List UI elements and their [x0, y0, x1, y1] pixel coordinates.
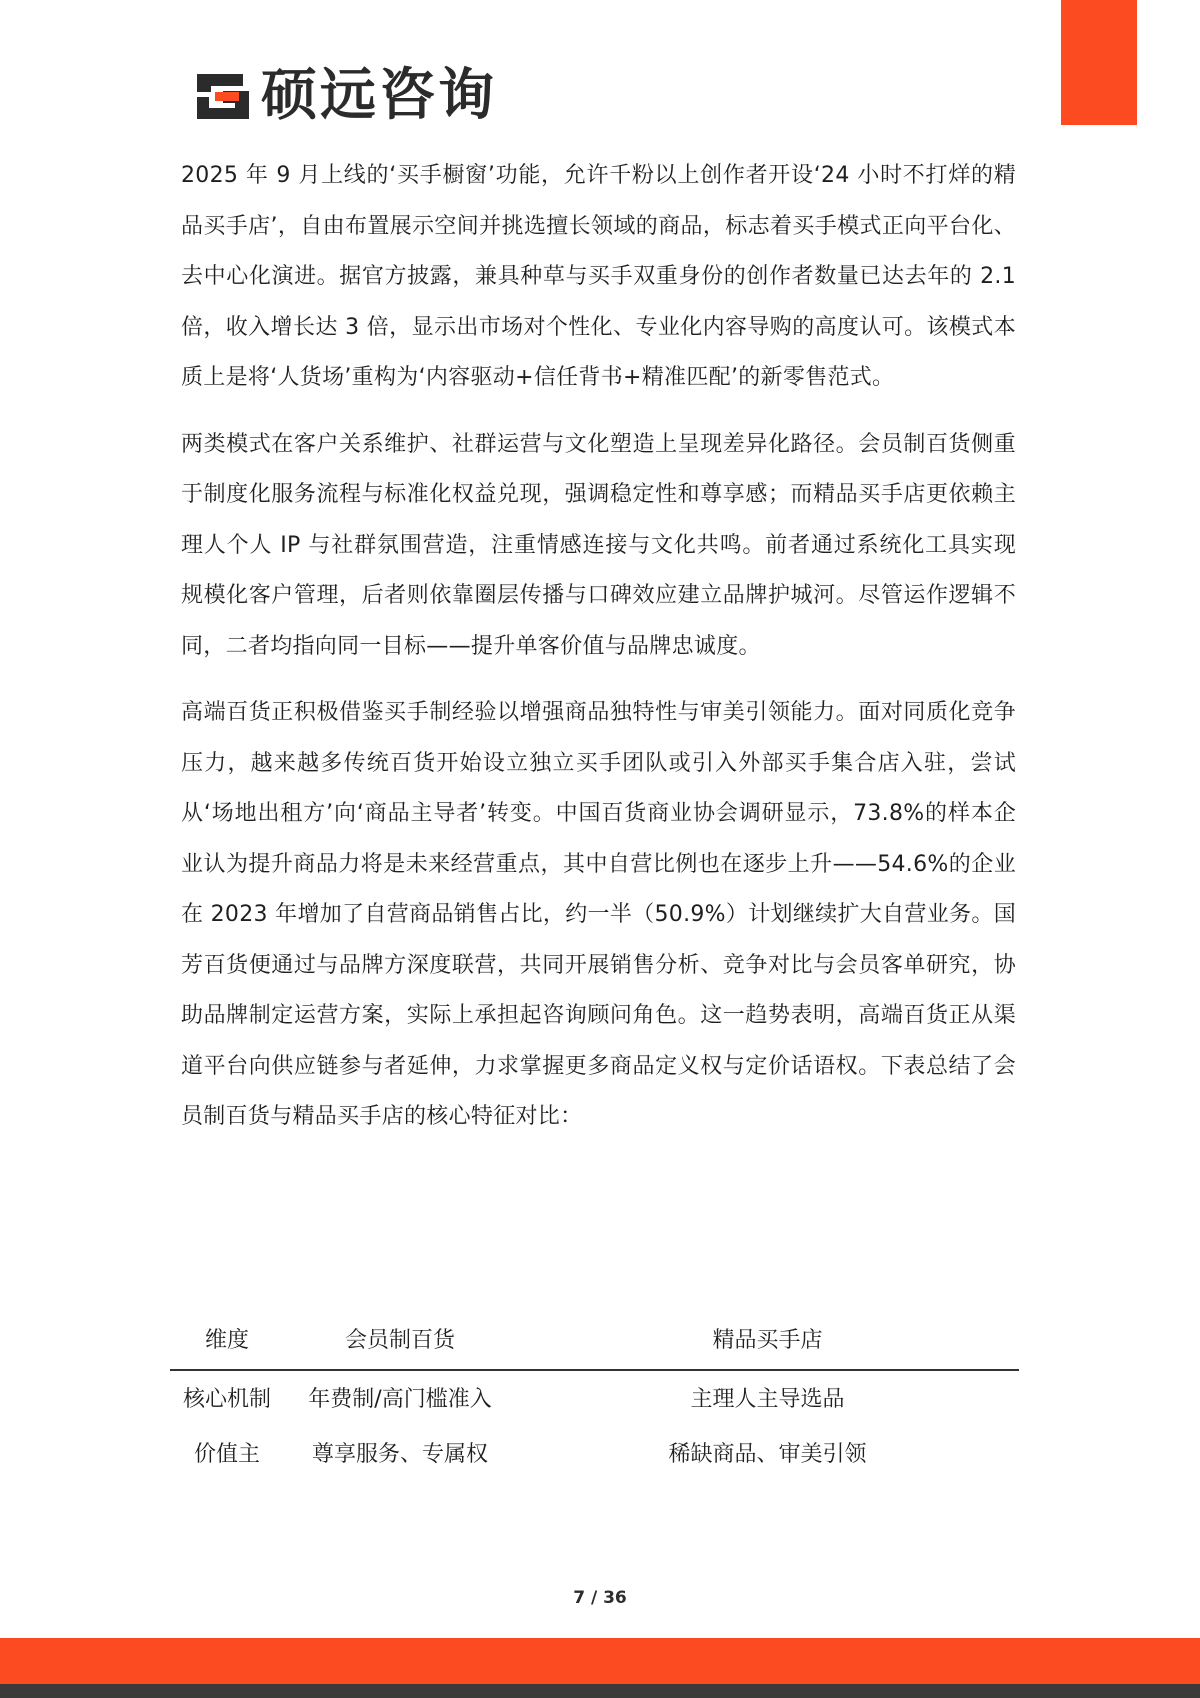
table-cell: 年费制/高门槛准入	[308, 1387, 492, 1412]
footer-dark-strip	[0, 1684, 1200, 1698]
table-header-cell: 精品买手店	[516, 1307, 1019, 1370]
comparison-table	[170, 1307, 1019, 1481]
paragraph: 高端百货正积极借鉴买手制经验以增强商品独特性与审美引领能力。面对同质化竞争压力，越来越多传统百货开始设立独立买手团队或引入外部买手集合店入驻，尝试从‘场地出租方’向‘商品主导者’转变。中国百货商业协会调研显示，73.8%的样本企业认为提升商品力将是未来经营重点，其中自营比例也在逐步上升——54.6%的企业在 2023 年增加了自营商品销售占比，约一半（50.9%）计划继续扩大自营业务。国芳百货便通过与品牌方深度联营，共同开展销售分析、竞争对比与会员客单研究，协助品牌制定运营方案，实际上承担起咨询顾问角色。这一趋势表明，高端百货正从渠道平台向供应链参与者延伸，力求掌握更多商品定义权与定价话语权。下表总结了会员制百货与精品买手店的核心特征对比：	[181, 700, 1016, 1129]
table-cell: 稀缺商品、审美引领	[668, 1442, 867, 1467]
square-s-logo-icon	[193, 70, 253, 123]
paragraph: 2025 年 9 月上线的‘买手橱窗’功能，允许千粉以上创作者开设‘24 小时不打烊的精品买手店’，自由布置展示空间并挑选擅长领域的商品，标志着买手模式正向平台化、去中心化演进。据官方披露，兼具种草与买手双重身份的创作者数量已达去年的 2.1 倍，收入增长达 3 倍，显示出市场对个性化、专业化内容导购的高度认可。该模式本质上是将‘人货场’重构为‘内容驱动+信任背书+精准匹配’的新零售范式。	[181, 163, 1016, 390]
table-header-cell: 会员制百货	[284, 1307, 516, 1370]
paragraph: 两类模式在客户关系维护、社群运营与文化塑造上呈现差异化路径。会员制百货侧重于制度化服务流程与标准化权益兑现，强调稳定性和尊享感；而精品买手店更依赖主理人个人 IP 与社群氛围营造，注重情感连接与文化共鸣。前者通过系统化工具实现规模化客户管理，后者则依靠圈层传播与口碑效应建立品牌护城河。尽管运作逻辑不同，二者均指向同一目标——提升单客价值与品牌忠诚度。	[181, 431, 1016, 659]
table-cell: 主理人主导选品	[690, 1387, 845, 1412]
brand-name: 硕远咨询	[261, 63, 497, 128]
table-cell: 尊享服务、专属权	[311, 1442, 488, 1467]
document-body	[181, 151, 1016, 1159]
table-row	[170, 1370, 1019, 1426]
brand-logo	[193, 63, 497, 128]
page-number: 7 / 36	[573, 1588, 627, 1608]
footer-accent-bar	[0, 1638, 1200, 1684]
table-header-cell: 维度	[170, 1307, 284, 1370]
corner-accent-tab	[1061, 0, 1137, 125]
table-header-row	[170, 1307, 1019, 1370]
table-cell: 价值主	[193, 1442, 260, 1467]
table-row	[170, 1426, 1019, 1481]
table-cell: 核心机制	[182, 1387, 271, 1412]
